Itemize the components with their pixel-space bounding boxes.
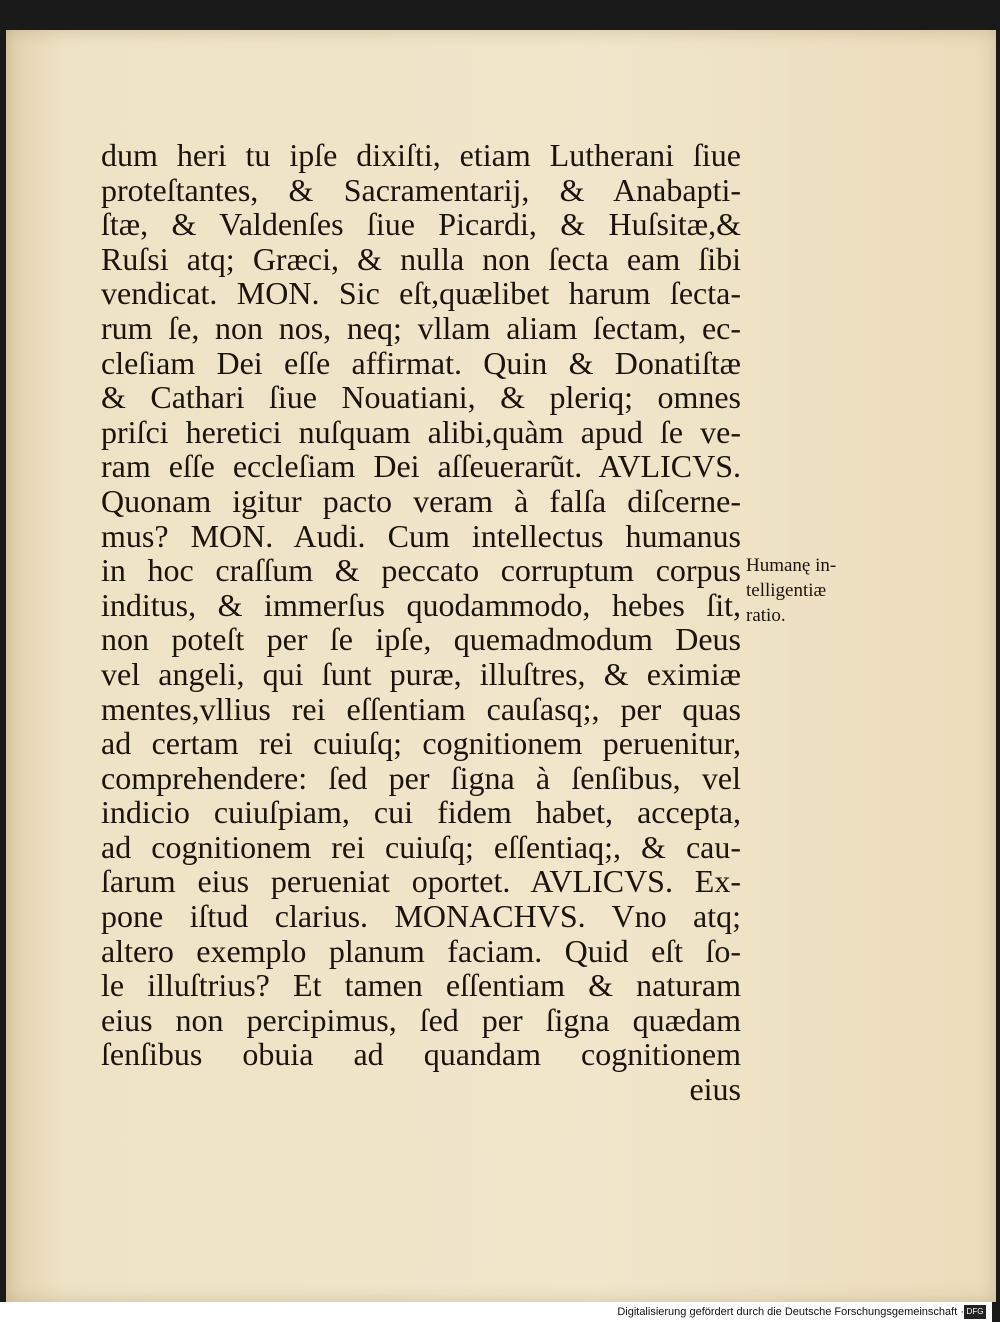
- text-line: in hoc craſſum & peccato corruptum corpus: [101, 552, 741, 589]
- text-line: ſarum eius perueniat oportet. AVLICVS. Ex-: [101, 863, 741, 900]
- text-line: priſci heretici nuſquam alibi,quàm apud ſe ve-: [101, 413, 741, 450]
- text-line: Ruſsi atq; Græci, & nulla non ſecta eam ſibi: [101, 240, 741, 277]
- marginal-line: Humanę in-: [746, 555, 837, 576]
- text-line: ram eſſe eccleſiam Dei aſſeuerarũt. AVLICVS.: [101, 448, 741, 485]
- text-line: mus? MON. Audi. Cum intellectus humanus: [101, 517, 741, 554]
- text-line: non poteſt per ſe ipſe, quemadmodum Deus: [101, 621, 741, 658]
- text-line: ſtæ, & Valdenſes ſiue Picardi, & Huſsitæ,&: [101, 206, 741, 243]
- book-page: [6, 30, 996, 1302]
- text-line: altero exemplo planum faciam. Quid eſt ſo-: [101, 932, 741, 969]
- text-line: le illuſtrius? Et tamen eſſentiam & naturam: [101, 967, 741, 1004]
- text-line: rum ſe, non nos, neq; vllam aliam ſectam, ec-: [101, 309, 741, 346]
- text-line: inditus, & immerſus quodammodo, hebes ſit,: [101, 586, 741, 623]
- text-line: mentes,vllius rei eſſentiam cauſasq;, per quas: [101, 690, 741, 727]
- text-line: pone iſtud clarius. MONACHVS. Vno atq;: [101, 898, 741, 935]
- text-line: vendicat. MON. Sic eſt,quælibet harum ſecta-: [101, 275, 741, 312]
- text-line: ad certam rei cuiuſq; cognitionem peruenitur,: [101, 725, 741, 762]
- text-line: vel angeli, qui ſunt puræ, illuſtres, & eximiæ: [101, 655, 741, 692]
- marginal-line: telligentiæ: [746, 580, 827, 601]
- text-line: indicio cuiuſpiam, cui fidem habet, accepta,: [101, 794, 741, 831]
- text-line: proteſtantes, & Sacramentarij, & Anabapti-: [101, 171, 741, 208]
- text-line: ſenſibus obuia ad quandam cognitionem: [101, 1036, 741, 1073]
- text-line: comprehendere: ſed per ſigna à ſenſibus, vel: [101, 759, 741, 796]
- text-line: eius: [689, 1071, 741, 1108]
- body-text: [101, 138, 741, 1107]
- footer-text: Digitalisierung gefördert durch die Deutsche Forschungsgemeinschaft ·: [617, 1306, 964, 1318]
- text-line: dum heri tu ipſe dixiſti, etiam Lutherani ſiue: [101, 137, 741, 173]
- text-line: eius non percipimus, ſed per ſigna quædam: [101, 1001, 741, 1038]
- text-line: cleſiam Dei eſſe affirmat. Quin & Donatiſtæ: [101, 344, 741, 381]
- marginal-note: [746, 553, 876, 628]
- dfg-logo-icon: DFG: [964, 1305, 986, 1319]
- footer-credit: [0, 1302, 992, 1322]
- text-line: ad cognitionem rei cuiuſq; eſſentiaq;, & cau-: [101, 828, 741, 865]
- text-line: Quonam igitur pacto veram à falſa diſcerne-: [101, 482, 741, 519]
- marginal-line: ratio.: [746, 605, 786, 626]
- text-line: & Cathari ſiue Nouatiani, & pleriq; omnes: [101, 379, 741, 416]
